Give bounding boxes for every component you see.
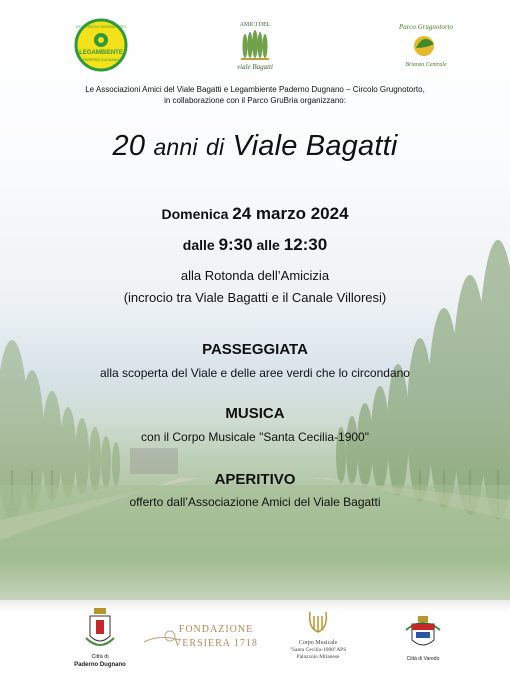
varedo-line1: Città di Varedo <box>406 656 440 662</box>
legambiente-ring-text: A.P.S. CIRCOLO GRUGNOTORTO <box>75 25 127 29</box>
corpo-line3: Palazzolo Milanese <box>296 654 340 660</box>
fondazione-versiera-logo <box>140 606 260 670</box>
place-line-1: alla Rotonda dell’Amicizia <box>180 268 330 283</box>
paderno-dugnano-logo <box>72 606 128 670</box>
title-viale: Viale Bagatti <box>232 130 398 162</box>
corpo-line2: "Santa Cecilia-1900"APS <box>289 647 347 653</box>
event-date <box>0 204 510 224</box>
page-title <box>0 130 510 163</box>
title-anni: anni <box>153 134 198 160</box>
paderno-line2: Paderno Dugnano <box>74 662 126 668</box>
intro-line-1: Le Associazioni Amici del Viale Bagatti e Legambiente Paderno Dugnano – Circolo Grugnotorto, <box>85 85 425 94</box>
legambiente-name: LEGAMBIENTE <box>79 50 123 56</box>
title-number: 20 <box>112 130 146 162</box>
fondazione-line1: FONDAZIONE <box>178 624 254 635</box>
amici-line1: AMICI DEL <box>239 22 271 28</box>
time-to: 12:30 <box>283 235 328 254</box>
corpo-line1: Corpo Musicale <box>298 640 338 646</box>
sun-flower-icon <box>94 33 108 47</box>
intro-line-2: in collaborazione con il Parco GruBria organizzano: <box>164 96 346 105</box>
section-text-musica: con il Corpo Musicale "Santa Cecilia-1900" <box>141 430 369 444</box>
corpo-musicale-logo <box>272 606 364 670</box>
date-value: 24 marzo 2024 <box>232 204 349 223</box>
event-time <box>0 235 510 255</box>
section-heading-musica: MUSICA <box>225 405 285 422</box>
section-heading-aperitivo: APERITIVO <box>214 471 296 488</box>
title-di: di <box>206 134 225 160</box>
leaf-emblem-icon <box>414 36 434 56</box>
legambiente-sub: PADERNO DUGNANO <box>83 58 119 62</box>
date-prefix: Domenica <box>161 206 229 222</box>
lyre-icon <box>310 612 327 632</box>
time-from: 9:30 <box>218 235 253 254</box>
fondazione-line2: VERSIERA 1718 <box>174 638 258 649</box>
intro-text <box>0 84 510 106</box>
legambiente-logo <box>74 18 128 72</box>
section-text-aperitivo: offerto dall’Associazione Amici del Viale Bagatti <box>129 495 381 509</box>
time-from-label: dalle <box>182 237 215 253</box>
time-to-label: alle <box>256 237 280 253</box>
amici-viale-logo <box>229 18 281 72</box>
section-text-passeggiata: alla scoperta del Viale e delle aree verdi che lo circondano <box>100 366 410 380</box>
section-heading-passeggiata: PASSEGGIATA <box>202 341 308 358</box>
coat-of-arms-icon <box>86 608 114 645</box>
grugnotorto-line1: Parco Grugnotorto <box>399 23 453 31</box>
varedo-logo <box>398 606 448 670</box>
amici-line2: viale Bagatti <box>237 63 273 71</box>
poplar-trees-icon <box>243 30 268 58</box>
grugnotorto-line2: Brianza Centrale <box>405 62 447 68</box>
paderno-line1: Città di <box>91 654 109 660</box>
place-line-2: (incrocio tra Viale Bagatti e il Canale Villoresi) <box>123 290 387 305</box>
coat-of-arms-icon <box>406 616 440 645</box>
grugnotorto-logo <box>394 18 454 72</box>
